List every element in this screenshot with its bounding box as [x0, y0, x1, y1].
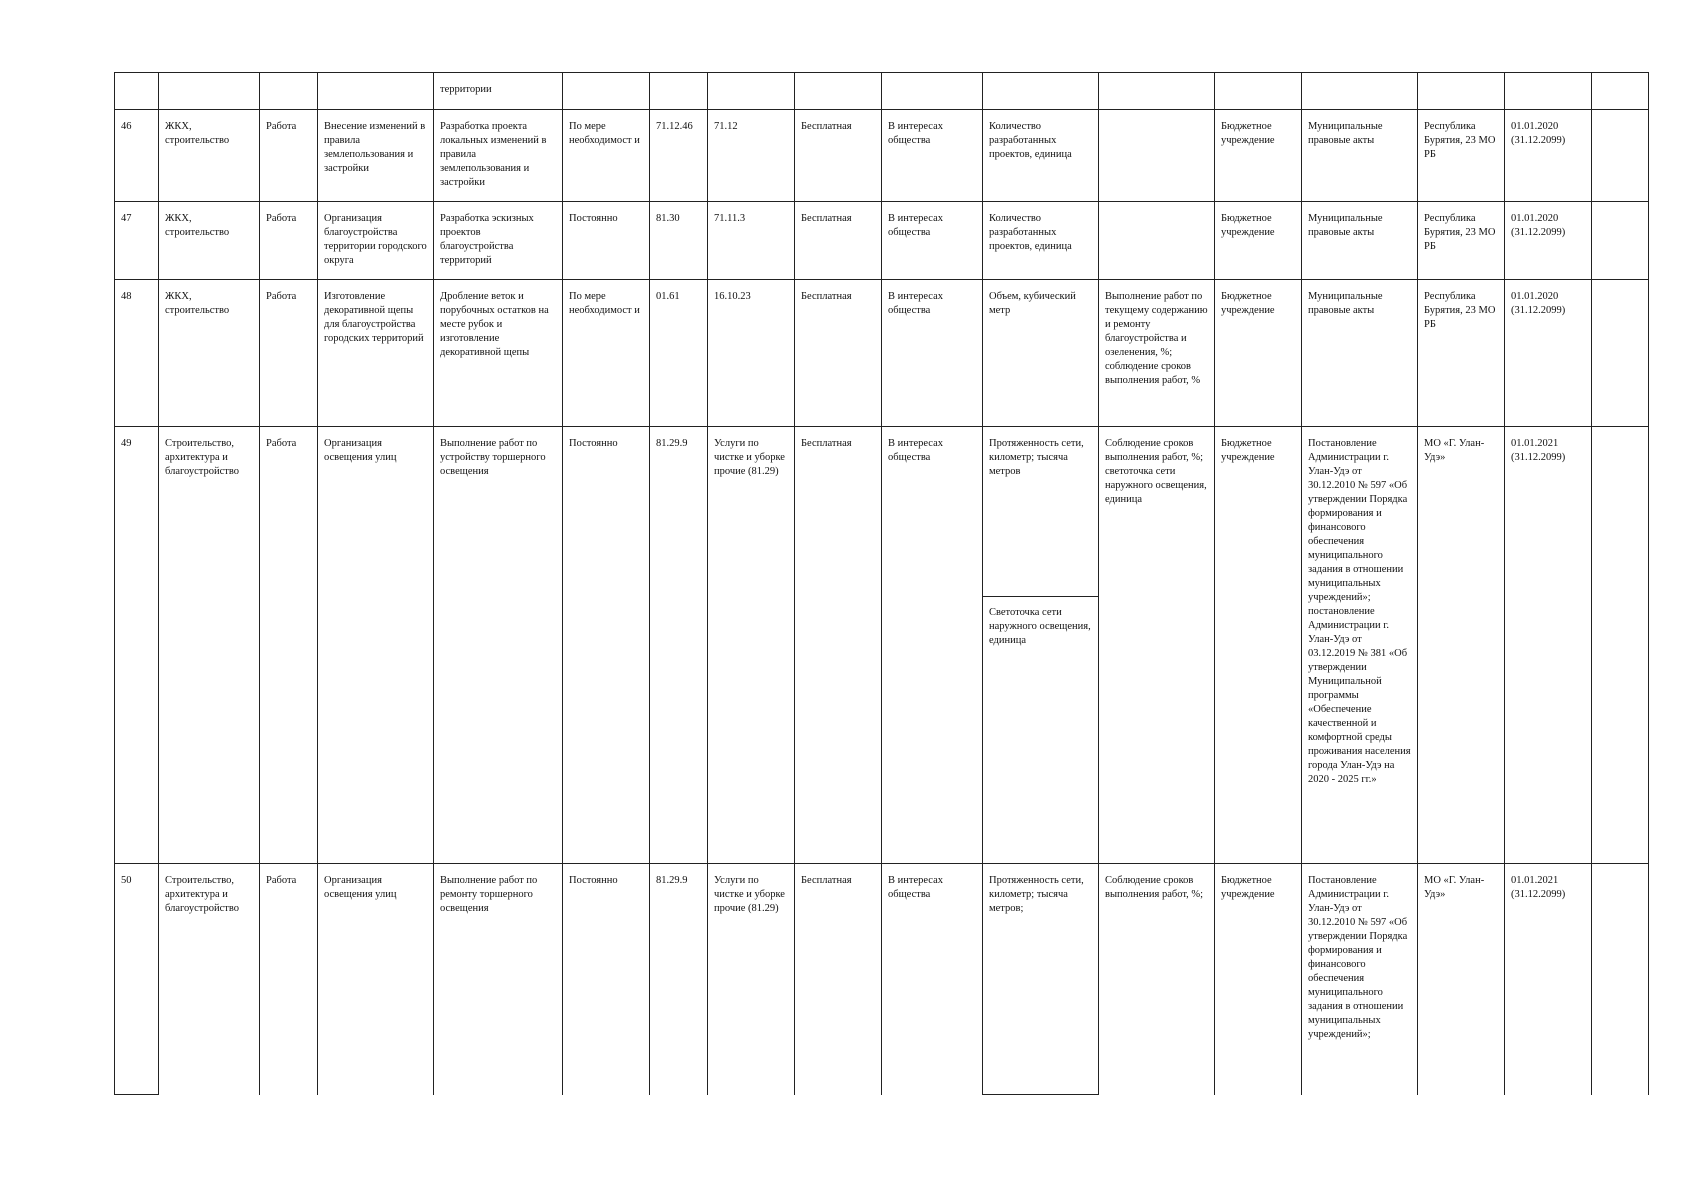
- content-cell: Разработка проекта локальных изменений в правила землепользования и застройки: [434, 110, 563, 202]
- type-cell: Работа: [260, 202, 318, 280]
- sphere-cell: Строительство, архитектура и благоустройство: [159, 427, 260, 864]
- okved-cell: 81.30: [650, 202, 708, 280]
- owner-cell: Республика Бурятия, 23 МО РБ: [1418, 280, 1505, 427]
- volume-cell: Количество разработанных проектов, единица: [983, 110, 1099, 202]
- table-row: [115, 427, 1649, 864]
- consumer-cell: В интересах общества: [882, 864, 983, 1095]
- owner-cell: Республика Бурятия, 23 МО РБ: [1418, 110, 1505, 202]
- content-cell: Выполнение работ по устройству торшерного освещения: [434, 427, 563, 864]
- owner-cell: МО «Г. Улан-Удэ»: [1418, 427, 1505, 864]
- cell-divider: [983, 596, 1098, 597]
- institution-cell: Бюджетное учреждение: [1215, 427, 1302, 864]
- date-cell: 01.01.2021 (31.12.2099): [1505, 864, 1592, 1095]
- volume-text: Протяженность сети, километр; тысяча метров: [989, 438, 1084, 477]
- period-cell: Постоянно: [563, 864, 650, 1095]
- okpd-cell: Услуги по чистке и уборке прочие (81.29): [708, 864, 795, 1095]
- type-cell: Работа: [260, 427, 318, 864]
- period-cell: По мере необходимост и: [563, 280, 650, 427]
- date-cell: 01.01.2020 (31.12.2099): [1505, 202, 1592, 280]
- institution-cell: Бюджетное учреждение: [1215, 110, 1302, 202]
- row-number: 48: [115, 280, 159, 427]
- sphere-cell: Строительство, архитектура и благоустройство: [159, 864, 260, 1095]
- volume-cell: [983, 427, 1099, 864]
- institution-cell: Бюджетное учреждение: [1215, 864, 1302, 1095]
- okpd-cell: Услуги по чистке и уборке прочие (81.29): [708, 427, 795, 864]
- row-number: 49: [115, 427, 159, 864]
- period-cell: По мере необходимост и: [563, 110, 650, 202]
- consumer-cell: В интересах общества: [882, 110, 983, 202]
- pay-cell: Бесплатная: [795, 202, 882, 280]
- table-row: [115, 864, 1649, 1095]
- content-cell: Выполнение работ по ремонту торшерного освещения: [434, 864, 563, 1095]
- sphere-cell: ЖКХ, строительство: [159, 280, 260, 427]
- date-cell: 01.01.2021 (31.12.2099): [1505, 427, 1592, 864]
- content-cell: территории: [434, 73, 563, 110]
- okved-cell: 71.12.46: [650, 110, 708, 202]
- volume-text-2: Светоточка сети наружного освещения, единица: [989, 607, 1091, 646]
- okved-cell: 81.29.9: [650, 427, 708, 864]
- table-row: [115, 110, 1649, 202]
- consumer-cell: В интересах общества: [882, 202, 983, 280]
- volume-cell: Количество разработанных проектов, единица: [983, 202, 1099, 280]
- volume-cell: Объем, кубический метр: [983, 280, 1099, 427]
- okpd-cell: 71.11.3: [708, 202, 795, 280]
- name-cell: Организация освещения улиц: [318, 864, 434, 1095]
- acts-cell: Муниципальные правовые акты: [1302, 280, 1418, 427]
- quality-cell: Соблюдение сроков выполнения работ, %;: [1099, 864, 1215, 1095]
- okved-cell: 81.29.9: [650, 864, 708, 1095]
- type-cell: Работа: [260, 280, 318, 427]
- services-table: [114, 72, 1649, 1095]
- pay-cell: Бесплатная: [795, 280, 882, 427]
- institution-cell: Бюджетное учреждение: [1215, 202, 1302, 280]
- acts-cell: Муниципальные правовые акты: [1302, 110, 1418, 202]
- volume-cell: Протяженность сети, километр; тысяча метров;: [983, 864, 1099, 1095]
- okved-cell: 01.61: [650, 280, 708, 427]
- okpd-cell: 16.10.23: [708, 280, 795, 427]
- period-cell: Постоянно: [563, 202, 650, 280]
- table-row-continuation: [115, 73, 1649, 110]
- acts-cell: Постановление Администрации г. Улан-Удэ от 30.12.2010 № 597 «Об утверждении Порядка формирования и финансового обеспечения муниципального задания в отношении муниципальных учреждений»; постановление Администрации г. Улан-Удэ от 03.12.2019 № 381 «Об утверждении Муниципальной программы «Обеспечение качественной и комфортной среды проживания населения города Улан-Удэ на 2020 - 2025 гг.»: [1302, 427, 1418, 864]
- quality-cell: [1099, 110, 1215, 202]
- institution-cell: Бюджетное учреждение: [1215, 280, 1302, 427]
- owner-cell: Республика Бурятия, 23 МО РБ: [1418, 202, 1505, 280]
- pay-cell: Бесплатная: [795, 427, 882, 864]
- row-number: 47: [115, 202, 159, 280]
- row-number: 46: [115, 110, 159, 202]
- consumer-cell: В интересах общества: [882, 280, 983, 427]
- content-cell: Разработка эскизных проектов благоустройства территорий: [434, 202, 563, 280]
- name-cell: Организация освещения улиц: [318, 427, 434, 864]
- acts-cell: Постановление Администрации г. Улан-Удэ от 30.12.2010 № 597 «Об утверждении Порядка формирования и финансового обеспечения муниципального задания в отношении муниципальных учреждений»;: [1302, 864, 1418, 1095]
- acts-cell: Муниципальные правовые акты: [1302, 202, 1418, 280]
- period-cell: Постоянно: [563, 427, 650, 864]
- sphere-cell: ЖКХ, строительство: [159, 110, 260, 202]
- pay-cell: Бесплатная: [795, 110, 882, 202]
- table-row: [115, 280, 1649, 427]
- okpd-cell: 71.12: [708, 110, 795, 202]
- row-number: 50: [115, 864, 159, 1095]
- name-cell: Изготовление декоративной щепы для благоустройства городских территорий: [318, 280, 434, 427]
- table-row: [115, 202, 1649, 280]
- consumer-cell: В интересах общества: [882, 427, 983, 864]
- quality-cell: Выполнение работ по текущему содержанию и ремонту благоустройства и озеленения, %; соблюдение сроков выполнения работ, %: [1099, 280, 1215, 427]
- owner-cell: МО «Г. Улан-Удэ»: [1418, 864, 1505, 1095]
- date-cell: 01.01.2020 (31.12.2099): [1505, 280, 1592, 427]
- type-cell: Работа: [260, 864, 318, 1095]
- content-cell: Дробление веток и порубочных остатков на месте рубок и изготовление декоративной щепы: [434, 280, 563, 427]
- sphere-cell: ЖКХ, строительство: [159, 202, 260, 280]
- name-cell: Организация благоустройства территории городского округа: [318, 202, 434, 280]
- name-cell: Внесение изменений в правила землепользования и застройки: [318, 110, 434, 202]
- quality-cell: Соблюдение сроков выполнения работ, %; светоточка сети наружного освещения, единица: [1099, 427, 1215, 864]
- type-cell: Работа: [260, 110, 318, 202]
- pay-cell: Бесплатная: [795, 864, 882, 1095]
- quality-cell: [1099, 202, 1215, 280]
- date-cell: 01.01.2020 (31.12.2099): [1505, 110, 1592, 202]
